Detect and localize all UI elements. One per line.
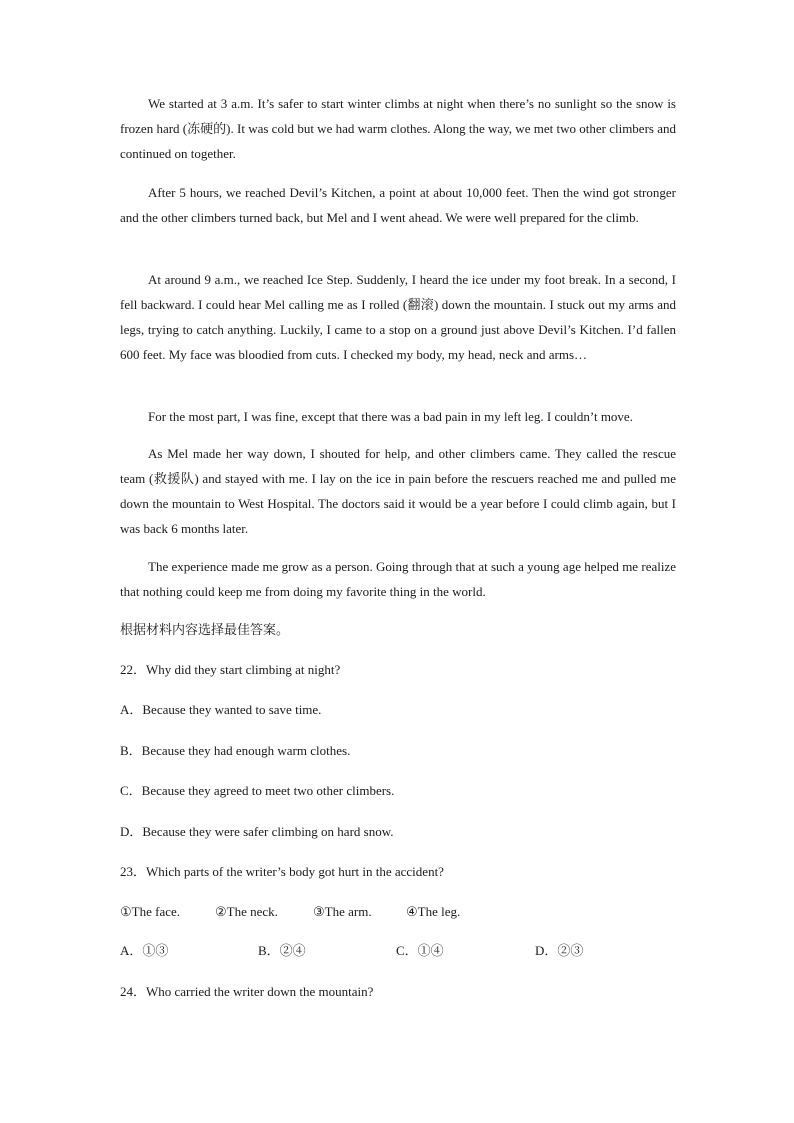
q23-item-1: ①The face. [120, 904, 181, 919]
q22-option-d: D．Because they were safer climbing on hard snow. [120, 824, 394, 839]
passage-paragraph-4: For the most part, I was fine, except that there was a bad pain in my left leg. I couldn’t move. [148, 409, 633, 424]
question-23: 23．Which parts of the writer’s body got hurt in the accident? [120, 864, 444, 879]
passage-paragraph-6: The experience made me grow as a person. Going through that at such a young age helped me realize that nothing could keep me from doing my favorite thing in the world. [120, 559, 676, 599]
passage-paragraph-1: We started at 3 a.m. It’s safer to start winter climbs at night when there’s no sunlight so the snow is frozen hard (冻硬的). It was cold but we had warm clothes. Along the way, we met two other climbers and continued on together. [120, 96, 676, 161]
question-24: 24．Who carried the writer down the mountain? [120, 984, 374, 999]
q23-option-c: C．①④ [396, 943, 444, 958]
q23-option-a: A．①③ [120, 943, 169, 958]
q23-item-2: ②The neck. [215, 904, 278, 919]
instruction-text: 根据材料内容选择最佳答案。 [120, 622, 290, 637]
passage-paragraph-3: At around 9 a.m., we reached Ice Step. Suddenly, I heard the ice under my foot break. In a second, I fell backward. I could hear Mel calling me as I rolled (翻滚) down the mountain. I stuck out my arms and legs, trying to catch anything. Luckily, I came to a stop on a ground just above Devil’s Kitchen. I’d fallen 600 feet. My face was bloodied from cuts. I checked my body, my head, neck and arms… [120, 272, 676, 362]
passage-paragraph-2: After 5 hours, we reached Devil’s Kitchen, a point at about 10,000 feet. Then the wind got stronger and the other climbers turned back, but Mel and I went ahead. We were well prepared for the climb. [120, 185, 676, 225]
q22-option-c: C．Because they agreed to meet two other climbers. [120, 783, 395, 798]
question-22: 22．Why did they start climbing at night? [120, 662, 341, 677]
passage-paragraph-5: As Mel made her way down, I shouted for help, and other climbers came. They called the rescue team (救援队) and stayed with me. I lay on the ice in pain before the rescuers reached me and pulled me down the mountain to West Hospital. The doctors said it would be a year before I could climb again, but I was back 6 months later. [120, 446, 676, 536]
q23-option-d: D．②③ [535, 943, 584, 958]
q23-item-4: ④The leg. [406, 904, 461, 919]
q23-option-b: B．②④ [258, 943, 306, 958]
q22-option-a: A．Because they wanted to save time. [120, 702, 322, 717]
q22-option-b: B．Because they had enough warm clothes. [120, 743, 351, 758]
q23-item-3: ③The arm. [313, 904, 372, 919]
